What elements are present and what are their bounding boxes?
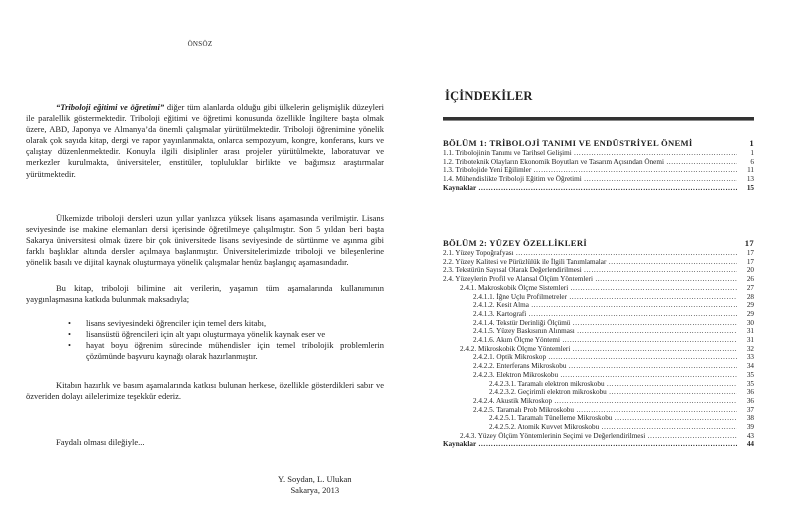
- toc-entry[interactable]: 2.4.2.2. Enterferans Mikroskobu ……………………………………………………………………………………………………………………………… 34: [443, 362, 754, 371]
- toc-entry[interactable]: 2.4.2.5.1. Taramalı Tünelleme Mikroskobu ……………………………………………………………………………………………………………………………… 38: [443, 414, 754, 423]
- toc-entry[interactable]: 2.4.1.5. Yüzey Baskısının Alınması ……………………………………………………………………………………………………………………………… 31: [443, 327, 754, 336]
- chapter-heading[interactable]: BÖLÜM 2: YÜZEY ÖZELLİKLERİ 17: [443, 238, 754, 248]
- preface-paragraph-3: Bu kitap, triboloji bilimine ait verilerin, yaşamın tüm aşamalarında kullanımının yaygınlaşmasına katkıda bulunmak maksadıyla;: [26, 283, 384, 305]
- toc-chapter-2: [443, 238, 754, 449]
- toc-chapter-1: [443, 138, 754, 193]
- toc-entry[interactable]: 1.3. Tribolojide Yeni Eğilimler ……………………………………………………………………………………………………………………………… 11: [443, 166, 754, 175]
- toc-entry[interactable]: 1.2. Triboteknik Olayların Ekonomik Boyutları ve Tasarım Açısından Önemi ……………………………………………………………………………………………………………………………… 6: [443, 158, 754, 167]
- toc-entry[interactable]: 2.4.1.1. İğne Uçlu Profilmetreler ……………………………………………………………………………………………………………………………… 28: [443, 293, 754, 302]
- closing-line: Faydalı olması dileğiyle...: [56, 437, 145, 447]
- toc-entry[interactable]: 2.1. Yüzey Topoğrafyası ……………………………………………………………………………………………………………………………… 17: [443, 249, 754, 258]
- toc-entry-references[interactable]: Kaynaklar ……………………………………………………………………………………………………………………………… 44: [443, 440, 754, 449]
- toc-entry-references[interactable]: Kaynaklar ……………………………………………………………………………………………………………………………… 15: [443, 184, 754, 193]
- toc-entry[interactable]: 2.4.2.3. Elektron Mikroskobu ……………………………………………………………………………………………………………………………… 35: [443, 371, 754, 380]
- toc-entry[interactable]: 2.4.1.6. Akım Ölçme Yöntemi ……………………………………………………………………………………………………………………………… 31: [443, 336, 754, 345]
- title-divider: [443, 117, 754, 121]
- preface-paragraph-4: Kitabın hazırlık ve basım aşamalarında katkısı bulunan herkese, özellikle gösterdikleri sabır ve özveriden dolayı ailelerimize teşekkür ederiz.: [26, 380, 384, 402]
- bullet-icon: •: [68, 318, 71, 328]
- bullet-item: • hayat boyu öğrenim sürecinde mühendisler için temel tribolojik problemlerin çözümünde başvuru kaynağı olarak hazırlanmıştır.: [68, 340, 384, 362]
- preface-paragraph-2: Ülkemizde triboloji dersleri uzun yıllar yanlızca yüksek lisans aşamasında verilmiştir. Lisans seviyesinde ise makine elemanları dersi içerisinde öğretilmeye çalışılmıştır. Son 5 yıldan beri başta Sakarya üniversitesi olmak üzere bir çok üniversitede lisans seviyesinde de sürtünme ve aşınma gibi farklı başlıklar altında dersler açılmaya başlanmıştır. Üniversitelerimizde triboloji ve bileşenlerine yönelik basılı ve dijital kaynak oluşturmaya yönelik çalışmalar henüz başlangıç aşamasındadır.: [26, 213, 384, 268]
- toc-title: İÇİNDEKİLER: [445, 89, 533, 103]
- bullet-icon: •: [68, 329, 71, 340]
- toc-entry[interactable]: 2.4.2.3.2. Geçirimli elektron mikroskobu ……………………………………………………………………………………………………………………………… 36: [443, 388, 754, 397]
- place-year: Sakarya, 2013: [290, 485, 340, 495]
- toc-entry[interactable]: 2.4.1.4. Tekstür Derinliği Ölçümü ……………………………………………………………………………………………………………………………… 30: [443, 319, 754, 328]
- bullet-item: • lisans seviyesindeki öğrenciler için temel ders kitabı,: [68, 318, 267, 328]
- toc-entry[interactable]: 2.4.2.4. Akustik Mikroskop ……………………………………………………………………………………………………………………………… 36: [443, 397, 754, 406]
- toc-entry[interactable]: 2.3. Tekstürün Sayısal Olarak Değerlendirilmesi ……………………………………………………………………………………………………………………………… 20: [443, 266, 754, 275]
- toc-entry[interactable]: 1.1. Tribolojinin Tanımı ve Tarihsel Gelişimi ……………………………………………………………………………………………………………………………… 1: [443, 149, 754, 158]
- toc-entry[interactable]: 2.4.2.5.2. Atomik Kuvvet Mikroskobu ……………………………………………………………………………………………………………………………… 39: [443, 423, 754, 432]
- toc-entry[interactable]: 2.4.1.3. Kartografi ……………………………………………………………………………………………………………………………… 29: [443, 310, 754, 319]
- bullet-item: • lisansüstü öğrencileri için alt yapı oluşturmaya yönelik kaynak eser ve: [68, 329, 326, 340]
- signature-block: [278, 474, 352, 496]
- toc-entry[interactable]: 2.4.3. Yüzey Ölçüm Yöntemlerinin Seçimi ve Değerlendirilmesi ……………………………………………………………………………………………………………………………… 43: [443, 432, 754, 441]
- authors: Y. Soydan, L. Ulukan: [278, 474, 352, 484]
- toc-entry[interactable]: 2.4. Yüzeylerin Profil ve Alansal Ölçüm Yöntemleri ……………………………………………………………………………………………………………………………… 26: [443, 275, 754, 284]
- bullet-icon: •: [68, 340, 71, 351]
- toc-entry[interactable]: 2.4.1. Makroskobik Ölçme Sistemleri ……………………………………………………………………………………………………………………………… 27: [443, 284, 754, 293]
- toc-entry[interactable]: 2.4.2.5. Taramalı Prob Mikroskobu ……………………………………………………………………………………………………………………………… 37: [443, 406, 754, 415]
- toc-entry[interactable]: 2.2. Yüzey Kalitesi ve Pürüzlülük ile İlgili Tanımlamalar ……………………………………………………………………………………………………………………………… 17: [443, 258, 754, 267]
- chapter-heading[interactable]: BÖLÜM 1: TRİBOLOJİ TANIMI VE ENDÜSTRİYEL ÖNEMİ 1: [443, 138, 754, 148]
- preface-paragraph-1: “Triboloji eğitimi ve öğretimi” diğer tüm alanlarda olduğu gibi ülkelerin gelişmişlik düzeyleri ile paralellik göstermektedir. Triboloji eğitimi ve öğretimi konusunda özellikle İngiltere başta olmak üzere, ABD, Japonya ve Almanya’da önemli çalışmalar yürütülmektedir. Triboloji öğrenimine yönelik olarak çok sayıda kitap, dergi ve rapor yayınlanmakta, onlarca sempozyum, kongre, konferans, kurs ve çalıştay düzenlenmektedir. Konuyla ilgili disiplinler arası projeler yürütülmekte, laboratuvar ve merkezler kurulmakta, üniversiteler, enstitüler, topluluklar birlikte ve bağımsız araştırmalar yürütmektedir.: [26, 102, 384, 179]
- toc-entry[interactable]: 2.4.2. Mikroskobik Ölçme Yöntemleri ……………………………………………………………………………………………………………………………… 32: [443, 345, 754, 354]
- purpose-bullet-list: [26, 318, 384, 362]
- toc-entry[interactable]: 2.4.2.3.1. Taramalı elektron mikroskobu ……………………………………………………………………………………………………………………………… 35: [443, 380, 754, 389]
- toc-entry[interactable]: 2.4.2.1. Optik Mikroskop ……………………………………………………………………………………………………………………………… 33: [443, 353, 754, 362]
- emphasis-title: “Triboloji eğitimi ve öğretimi”: [56, 102, 165, 112]
- toc-entry[interactable]: 2.4.1.2. Kesit Alma ……………………………………………………………………………………………………………………………… 29: [443, 301, 754, 310]
- toc-entry[interactable]: 1.4. Mühendislikte Triboloji Eğitim ve Öğretimi ……………………………………………………………………………………………………………………………… 13: [443, 175, 754, 184]
- preface-heading: ÖNSÖZ: [187, 40, 213, 48]
